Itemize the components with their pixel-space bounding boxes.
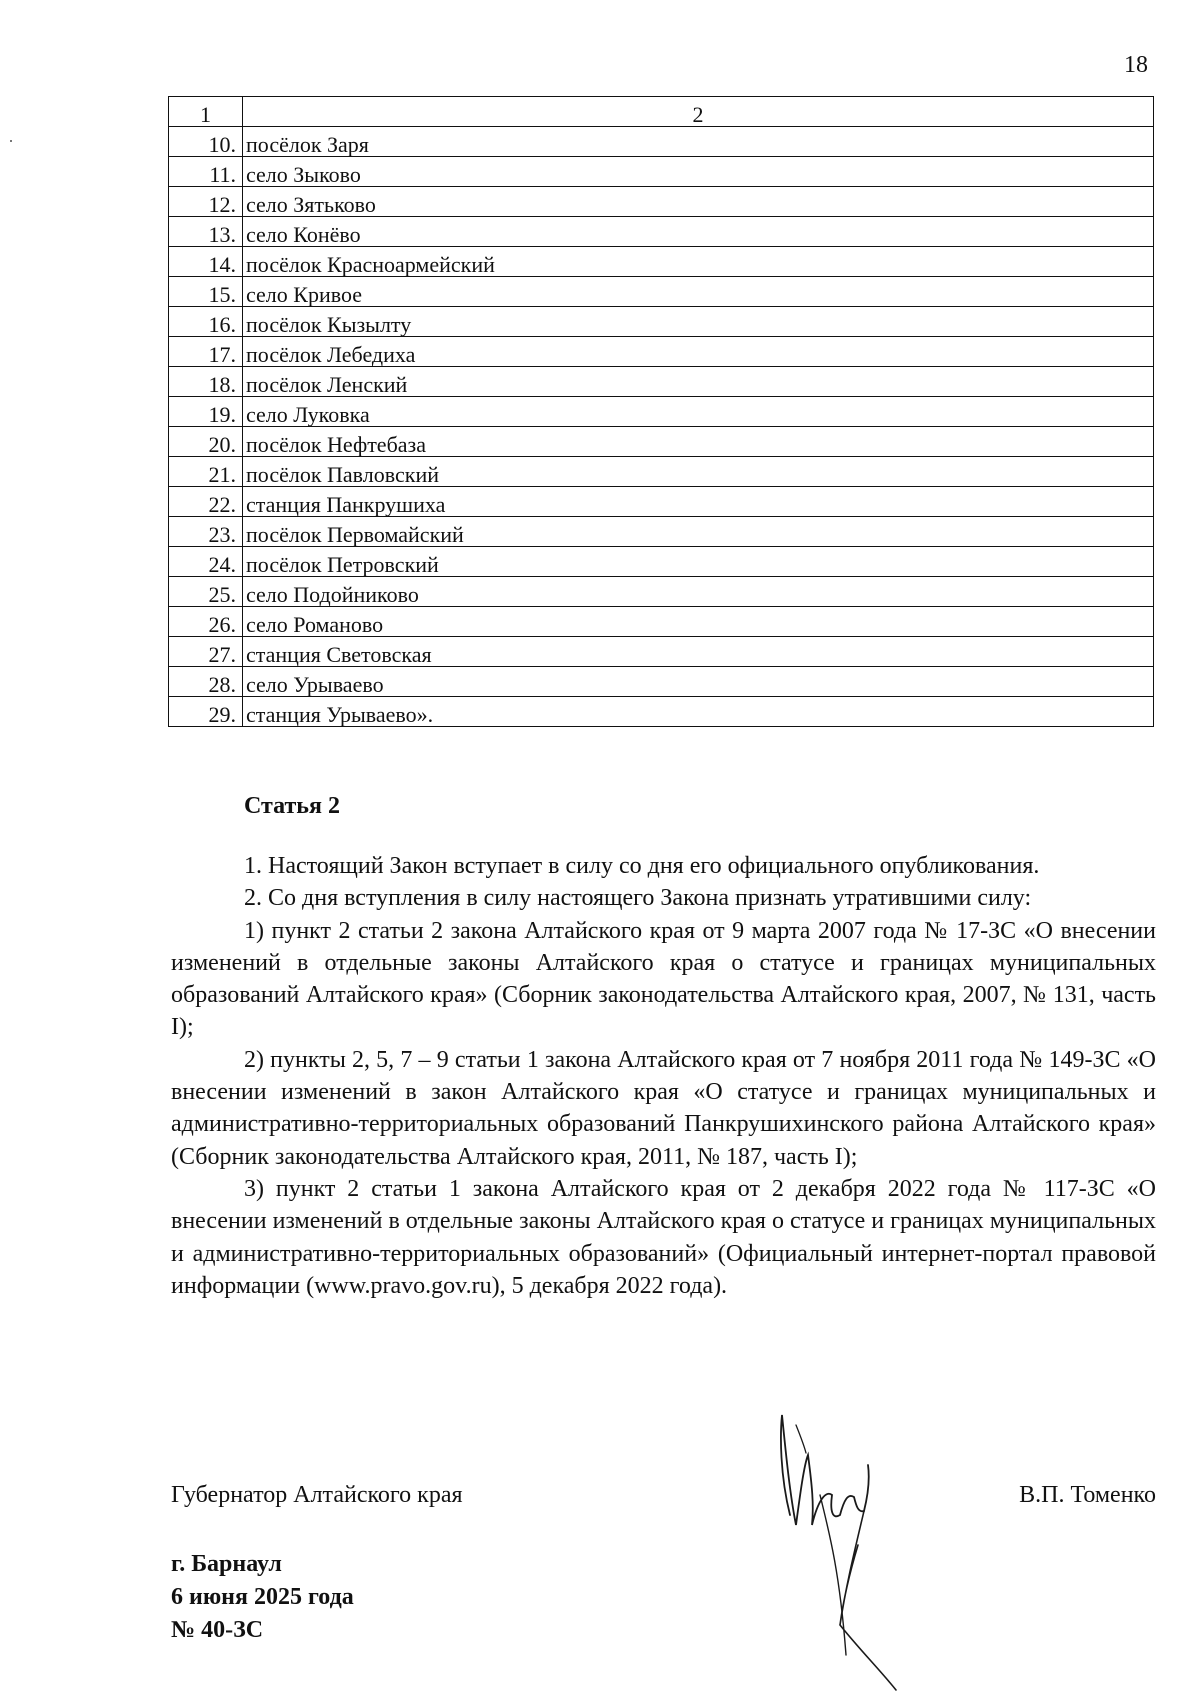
settlements-table <box>168 96 1154 727</box>
scan-speck <box>10 140 12 142</box>
article-heading: Статья 2 <box>244 793 340 819</box>
table-row <box>169 517 1154 547</box>
table-row <box>169 247 1154 277</box>
settlements-table-body <box>169 127 1154 727</box>
row-number: 12. <box>169 187 243 217</box>
article-paragraph: 1. Настоящий Закон вступает в силу со дня его официального опубликования. <box>244 853 1040 879</box>
settlement-name: посёлок Павловский <box>243 457 1154 487</box>
settlement-name: посёлок Кызылту <box>243 307 1154 337</box>
table-row <box>169 157 1154 187</box>
row-number: 16. <box>169 307 243 337</box>
settlement-name: село Подойниково <box>243 577 1154 607</box>
row-number: 22. <box>169 487 243 517</box>
governor-name: В.П. Томенко <box>1019 1482 1156 1508</box>
table-row <box>169 487 1154 517</box>
row-number: 14. <box>169 247 243 277</box>
settlement-name: посёлок Петровский <box>243 547 1154 577</box>
row-number: 21. <box>169 457 243 487</box>
page-number: 18 <box>1124 52 1148 78</box>
row-number: 25. <box>169 577 243 607</box>
settlement-name: село Кривое <box>243 277 1154 307</box>
article-paragraph: 2. Со дня вступления в силу настоящего Закона признать утратившими силу: <box>244 885 1032 912</box>
settlement-name: село Романово <box>243 607 1154 637</box>
article-paragraph: 2) пункты 2, 5, 7 – 9 статьи 1 закона Алтайского края от 7 ноября 2011 года № 149-ЗС «О внесении изменений в закон Алтайского края «О статусе и границах муниципальных и административно-территориальных образований Панкрушихинского района Алтайского края» (Сборник законодательства Алтайского края, 2011, № 187, часть I); <box>171 1046 1156 1170</box>
row-number: 11. <box>169 157 243 187</box>
settlement-name: посёлок Красноармейский <box>243 247 1154 277</box>
row-number: 23. <box>169 517 243 547</box>
row-number: 18. <box>169 367 243 397</box>
settlement-name: станция Панкрушиха <box>243 487 1154 517</box>
row-number: 26. <box>169 607 243 637</box>
settlement-name: посёлок Нефтебаза <box>243 427 1154 457</box>
row-number: 29. <box>169 697 243 727</box>
row-number: 20. <box>169 427 243 457</box>
settlement-name: село Урываево <box>243 667 1154 697</box>
settlement-name: село Конёво <box>243 217 1154 247</box>
settlement-name: село Зятьково <box>243 187 1154 217</box>
table-row <box>169 547 1154 577</box>
table-row <box>169 127 1154 157</box>
table-row <box>169 307 1154 337</box>
settlement-name: село Луковка <box>243 397 1154 427</box>
article-paragraph: 3) пункт 2 статьи 1 закона Алтайского края от 2 декабря 2022 года № 117-ЗС «О внесении изменений в отдельные законы Алтайского края о статусе и границах муниципальных и административно-территориальных образований» (Официальный интернет-портал правовой информации (www.pravo.gov.ru), 5 декабря 2022 года). <box>171 1175 1156 1299</box>
table-row <box>169 667 1154 697</box>
table-row <box>169 577 1154 607</box>
table-row <box>169 397 1154 427</box>
table-header-col-2: 2 <box>243 97 1154 127</box>
settlement-name: село Зыково <box>243 157 1154 187</box>
handwritten-signature <box>760 1395 960 1695</box>
table-row <box>169 697 1154 727</box>
row-number: 13. <box>169 217 243 247</box>
table-row <box>169 637 1154 667</box>
law-number: № 40-ЗС <box>171 1617 264 1643</box>
governor-title: Губернатор Алтайского края <box>171 1482 463 1508</box>
row-number: 19. <box>169 397 243 427</box>
article-body <box>171 850 1156 1302</box>
row-number: 15. <box>169 277 243 307</box>
table-row <box>169 337 1154 367</box>
row-number: 28. <box>169 667 243 697</box>
signing-date: 6 июня 2025 года <box>171 1584 354 1610</box>
table-row <box>169 277 1154 307</box>
settlement-name: станция Световская <box>243 637 1154 667</box>
row-number: 17. <box>169 337 243 367</box>
table-header-col-1: 1 <box>169 97 243 127</box>
row-number: 24. <box>169 547 243 577</box>
article-paragraph: 1) пункт 2 статьи 2 закона Алтайского края от 9 марта 2007 года № 17-ЗС «О внесении изменений в отдельные законы Алтайского края о статусе и границах муниципальных образований Алтайского края» (Сборник законодательства Алтайского края, 2007, № 131, часть I); <box>171 917 1156 1041</box>
settlement-name: станция Урываево». <box>243 697 1154 727</box>
settlement-name: посёлок Ленский <box>243 367 1154 397</box>
settlement-name: посёлок Лебедиха <box>243 337 1154 367</box>
table-row <box>169 607 1154 637</box>
place-date-block <box>171 1548 354 1647</box>
table-row <box>169 187 1154 217</box>
settlement-name: посёлок Первомайский <box>243 517 1154 547</box>
table-row <box>169 217 1154 247</box>
table-row <box>169 457 1154 487</box>
settlement-name: посёлок Заря <box>243 127 1154 157</box>
table-row <box>169 367 1154 397</box>
table-row <box>169 427 1154 457</box>
row-number: 10. <box>169 127 243 157</box>
city: г. Барнаул <box>171 1551 282 1577</box>
table-header-row <box>169 97 1154 127</box>
row-number: 27. <box>169 637 243 667</box>
